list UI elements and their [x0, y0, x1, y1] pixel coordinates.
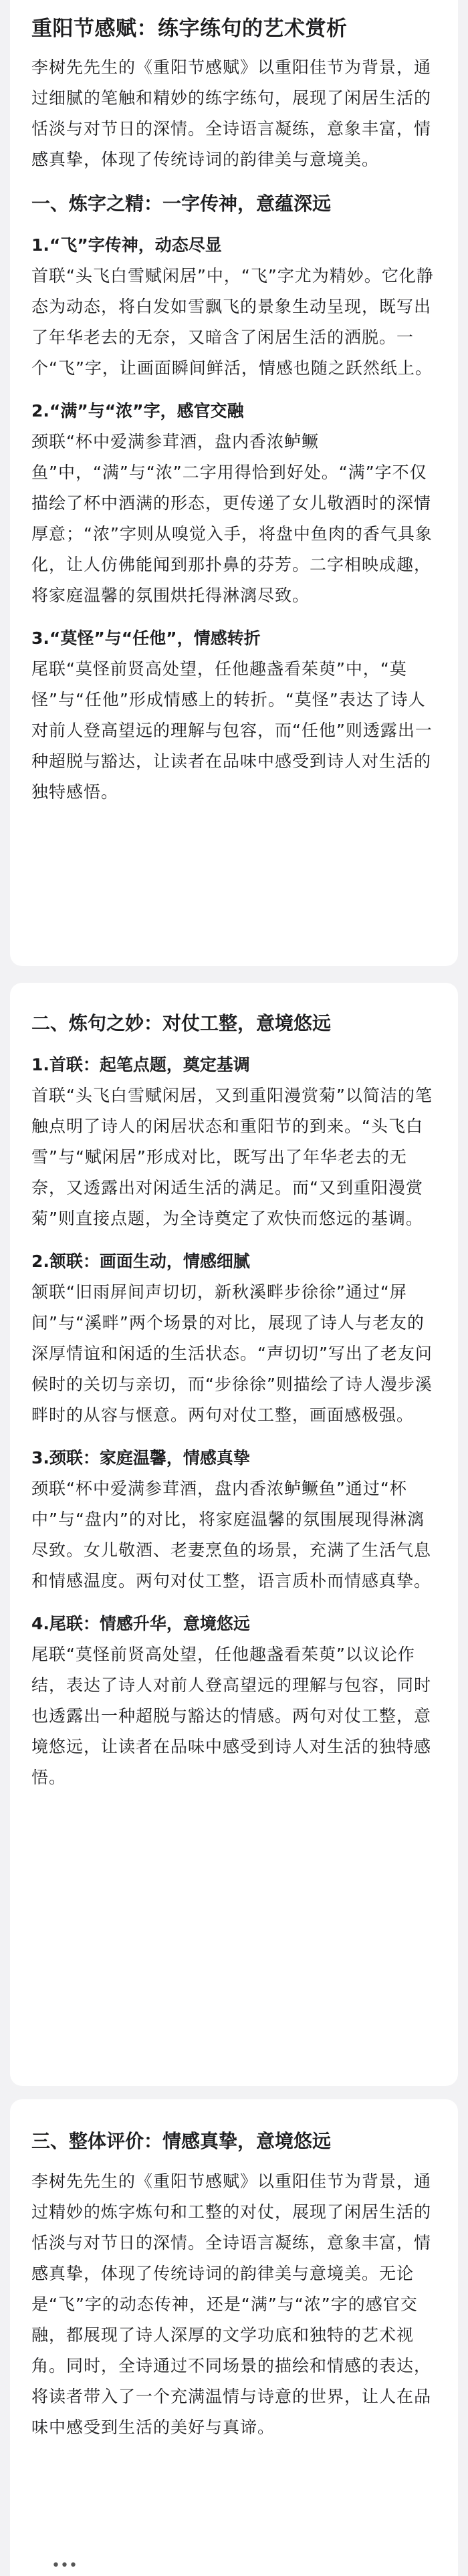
subheading-2-4: 4.尾联：情感升华，意境悠远: [31, 1614, 250, 1633]
intro-paragraph: 李树先先生的《重阳节感赋》以重阳佳节为背景，通过细腻的笔触和精妙的练字练句，展现了闲居生活的恬淡与对节日的深情。全诗语言凝练，意象丰富，情感真挚，体现了传统诗词的韵律美与意境美。: [31, 57, 432, 169]
subheading-1-2: 2.“满”与“浓”字，感官交融: [31, 401, 244, 421]
section-heading-1: 一、炼字之精：一字传神，意蕴深远: [31, 193, 332, 215]
paragraph-3: 李树先先生的《重阳节感赋》以重阳佳节为背景，通过精妙的炼字炼句和工整的对仗，展现了闲居生活的恬淡与对节日的深情。全诗语言凝练，意象丰富，情感真挚，体现了传统诗词的韵律美与意境美。无论是“飞”字的动态传神，还是“满”与“浓”字的感官交融，都展现了诗人深厚的文学功底和独特的艺术视角。同时，全诗通过不同场景的描绘和情感的表达，将读者带入了一个充满温情与诗意的世界，让人在品味中感受到生活的美好与真谛。: [31, 2172, 432, 2437]
paragraph-2-4: 尾联“莫怪前贤高处望，任他趣盏看茱萸”以议论作结，表达了诗人对前人登高望远的理解与包容，同时也透露出一种超脱与豁达的情感。两句对仗工整，意境悠远，让读者在品味中感受到诗人对生活的独特感悟。: [31, 1645, 432, 1787]
section-heading-2: 二、炼句之妙：对仗工整，意境悠远: [31, 1012, 332, 1034]
paragraph-1-3: 尾联“莫怪前贤高处望，任他趣盏看茱萸”中，“莫怪”与“任他”形成情感上的转折。“莫怪”表达了诗人对前人登高望远的理解与包容，而“任他”则透露出一种超脱与豁达，让读者在品味中感受到诗人对生活的独特感悟。: [31, 659, 433, 802]
subheading-2-1: 1.首联：起笔点题，奠定基调: [31, 1055, 250, 1074]
subheading-1-1: 1.“飞”字传神，动态尽显: [31, 235, 222, 255]
paragraph-2-1: 首联“头飞白雪赋闲居，又到重阳漫赏菊”以简洁的笔触点明了诗人的闲居状态和重阳节的到来。“头飞白雪”与“赋闲居”形成对比，既写出了年华老去的无奈，又透露出对闲适生活的满足。而“又到重阳漫赏菊”则直接点题，为全诗奠定了欢快而悠远的基调。: [31, 1086, 433, 1228]
article-card-section-2: [10, 983, 458, 2086]
section-heading-3: 三、整体评价：情感真挚，意境悠远: [31, 2130, 332, 2152]
subheading-2-2: 2.颔联：画面生动，情感细腻: [31, 1252, 250, 1271]
paragraph-2-2: 颔联“旧雨屏间声切切，新秋溪畔步徐徐”通过“屏间”与“溪畔”两个场景的对比，展现了诗人与老友的深厚情谊和闲适的生活状态。“声切切”写出了老友问候时的关切与亲切，而“步徐徐”则描绘了诗人漫步溪畔时的从容与惬意。两句对仗工整，画面感极强。: [31, 1282, 433, 1425]
more-indicator: •••: [51, 2557, 78, 2574]
article-title: 重阳节感赋：练字练句的艺术赏析: [31, 17, 348, 41]
article-card-section-3: [10, 2099, 458, 2576]
paragraph-1-1: 首联“头飞白雪赋闲居”中，“飞”字尤为精妙。它化静态为动态，将白发如雪飘飞的景象生动呈现，既写出了年华老去的无奈，又暗含了闲居生活的洒脱。一个“飞”字，让画面瞬间鲜活，情感也随之跃然纸上。: [31, 266, 434, 378]
paragraph-2-3: 颈联“杯中爱满参茸酒，盘内香浓鲈鳜鱼”通过“杯中”与“盘内”的对比，将家庭温馨的氛围展现得淋漓尽致。女儿敬酒、老妻烹鱼的场景，充满了生活气息和情感温度。两句对仗工整，语言质朴而情感真挚。: [31, 1479, 432, 1591]
article-card-intro: [10, 0, 458, 966]
subheading-2-3: 3.颈联：家庭温馨，情感真挚: [31, 1448, 250, 1468]
paragraph-1-2: 颈联“杯中爱满参茸酒，盘内香浓鲈鳜鱼”中，“满”与“浓”二字用得恰到好处。“满”字不仅描绘了杯中酒满的形态，更传递了女儿敬酒时的深情厚意；“浓”字则从嗅觉入手，将盘中鱼肉的香气具象化，让人仿佛能闻到那扑鼻的芬芳。二字相映成趣，将家庭温馨的氛围烘托得淋漓尽致。: [31, 432, 433, 605]
subheading-1-3: 3.“莫怪”与“任他”，情感转折: [31, 628, 261, 648]
